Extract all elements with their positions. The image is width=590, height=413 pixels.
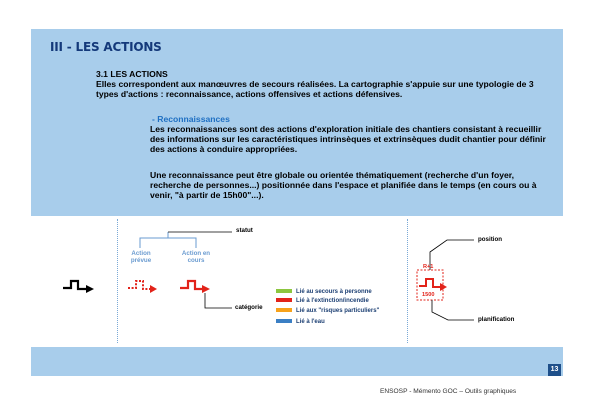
- legend-swatch-orange: [276, 308, 292, 312]
- intro-paragraph: Elles correspondent aux manœuvres de secours réalisées. La cartographie s'appuie sur une typologie de 3 types d'actions : reconnaissance, actions offensives et actions défensives.: [96, 79, 534, 99]
- legend-item: Lié aux "risques particuliers": [276, 307, 379, 315]
- legend-swatch-blue: [276, 319, 292, 323]
- reconnaissance-paragraph-1: Les reconnaissances sont des actions d'exploration initiale des chantiers consistant à recueillir des informations sur les caractéristiques intrinsèques et extrinsèques dudit chantier pour définir des actions à conduire appropriées.: [150, 124, 546, 154]
- planification-label: planification: [478, 316, 515, 323]
- legend-swatch-red: [276, 298, 292, 302]
- time-label: 1500: [422, 292, 435, 298]
- recon-symbol-black: [63, 281, 94, 293]
- action-en-cours-label: Action en cours: [181, 250, 211, 264]
- legend-item: Lié à l'extinction/incendie: [276, 297, 369, 305]
- recon-symbol-planned: [128, 281, 157, 293]
- position-label: position: [478, 236, 503, 243]
- planification-pointer: [432, 300, 474, 320]
- action-prevue-label: Action prévue: [130, 250, 152, 264]
- reconnaissance-paragraph-2: Une reconnaissance peut être globale ou orientée thématiquement (recherche d'un foyer, recherche de personnes...) positionnée dans l'espace et planifiée dans le temps (en cours ou à venir, "à partir de 15h00"...).: [150, 170, 537, 200]
- recon-symbol-current: [180, 281, 210, 293]
- page-number-badge: 13: [548, 364, 561, 376]
- categorie-pointer: [205, 293, 232, 308]
- statut-label: statut: [236, 227, 253, 234]
- legend-item: Lié au secours à personne: [276, 288, 372, 296]
- legend-swatch-green: [276, 289, 292, 293]
- position-pointer: [430, 240, 474, 270]
- subsection-heading: 3.1 LES ACTIONS: [96, 69, 168, 79]
- reconnaissance-title: - Reconnaissances: [152, 114, 230, 124]
- footer-text: ENSOSP - Mémento GOC – Outils graphiques: [380, 388, 517, 395]
- section-title: III - LES ACTIONS: [50, 40, 162, 54]
- legend-item: Lié à l'eau: [276, 318, 325, 326]
- categorie-label: catégorie: [235, 304, 263, 311]
- statut-connector: [140, 232, 196, 248]
- r-plus-label: R+1: [423, 264, 434, 270]
